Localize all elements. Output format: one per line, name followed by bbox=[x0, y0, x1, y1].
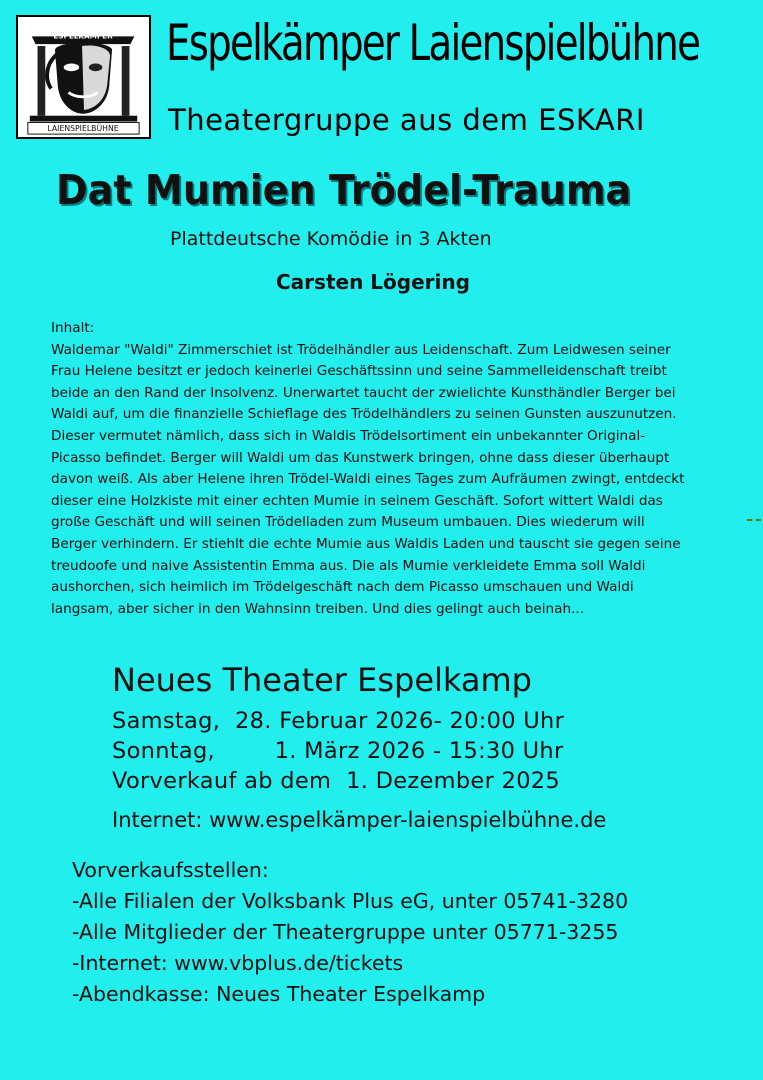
synopsis-label: Inhalt: bbox=[51, 320, 95, 336]
theater-mask-emblem bbox=[18, 17, 149, 137]
outlet-item: -Internet: www.vbplus.de/tickets bbox=[72, 951, 404, 975]
outlet-item: -Alle Filialen der Volksbank Plus eG, unter 05741-3280 bbox=[72, 889, 629, 913]
venue-name: Neues Theater Espelkamp bbox=[112, 661, 532, 699]
presale-outlets bbox=[72, 855, 628, 1010]
outlet-item: -Abendkasse: Neues Theater Espelkamp bbox=[72, 982, 486, 1006]
outlet-item: -Alle Mitglieder der Theatergruppe unter 05771-3255 bbox=[72, 920, 619, 944]
play-author: Carsten Lögering bbox=[276, 270, 470, 294]
edge-dash-mark bbox=[747, 519, 761, 523]
organization-subtitle: Theatergruppe aus dem ESKARI bbox=[168, 103, 645, 137]
logo-bottom-text: LAIENSPIELBÜHNE bbox=[47, 124, 119, 134]
organization-name: Espelkämper Laienspielbühne bbox=[166, 14, 700, 72]
outlets-heading: Vorverkaufsstellen: bbox=[72, 858, 269, 882]
date-sunday: Sonntag, 1. März 2026 - 15:30 Uhr bbox=[112, 738, 564, 764]
synopsis-text: Waldemar "Waldi" Zimmerschiet ist Trödelhändler aus Leidenschaft. Zum Leidwesen seiner Frau Helene besitzt er jedoch keinerlei Geschäftssinn und seine Sammelleidenschaft treibt beide an den Rand der Insolvenz. Unerwartet taucht der zwielichte Kunsthändler Berger bei Waldi auf, um die finanzielle Schieflage des Trödelhändlers zu seinen Gunsten auszunutzen. Dieser vermutet nämlich, dass sich in Waldis Trödelsortiment ein unbekannter Original-Picasso befindet. Berger will Waldi um das Kunstwerk bringen, ohne dass dieser überhaupt davon weiß. Als aber Helene ihren Trödel-Waldi eines Tages zum Aufräumen zwingt, entdeckt dieser eine Holzkiste mit einer echten Mumie in seinem Geschäft. Sofort wittert Waldi das große Geschäft und will seinen Trödelladen zum Museum umbauen. Dies wiederum will Berger verhindern. Er stiehlt die echte Mumie aus Waldis Laden und tauscht sie gegen seine treudoofe und naive Assistentin Emma aus. Die als Mumie verkleidete Emma soll Waldi aushorchen, sich heimlich im Trödelgeschäft nach dem Picasso umschauen und Waldi langsam, aber sicher in den Wahnsinn treiben. Und dies gelingt auch beinah... bbox=[51, 341, 685, 617]
presale-date: Vorverkauf ab dem 1. Dezember 2025 bbox=[112, 768, 561, 794]
logo-top-text: ESPELKÄMPER bbox=[53, 31, 113, 41]
theater-logo bbox=[16, 15, 151, 139]
date-saturday: Samstag, 28. Februar 2026- 20:00 Uhr bbox=[112, 708, 565, 734]
play-title: Dat Mumien Trödel-Trauma bbox=[56, 166, 632, 214]
event-dates bbox=[112, 706, 564, 796]
website-line: Internet: www.espelkämper-laienspielbühne.de bbox=[112, 808, 607, 832]
play-subtitle: Plattdeutsche Komödie in 3 Akten bbox=[170, 228, 492, 250]
synopsis-block bbox=[51, 318, 691, 620]
